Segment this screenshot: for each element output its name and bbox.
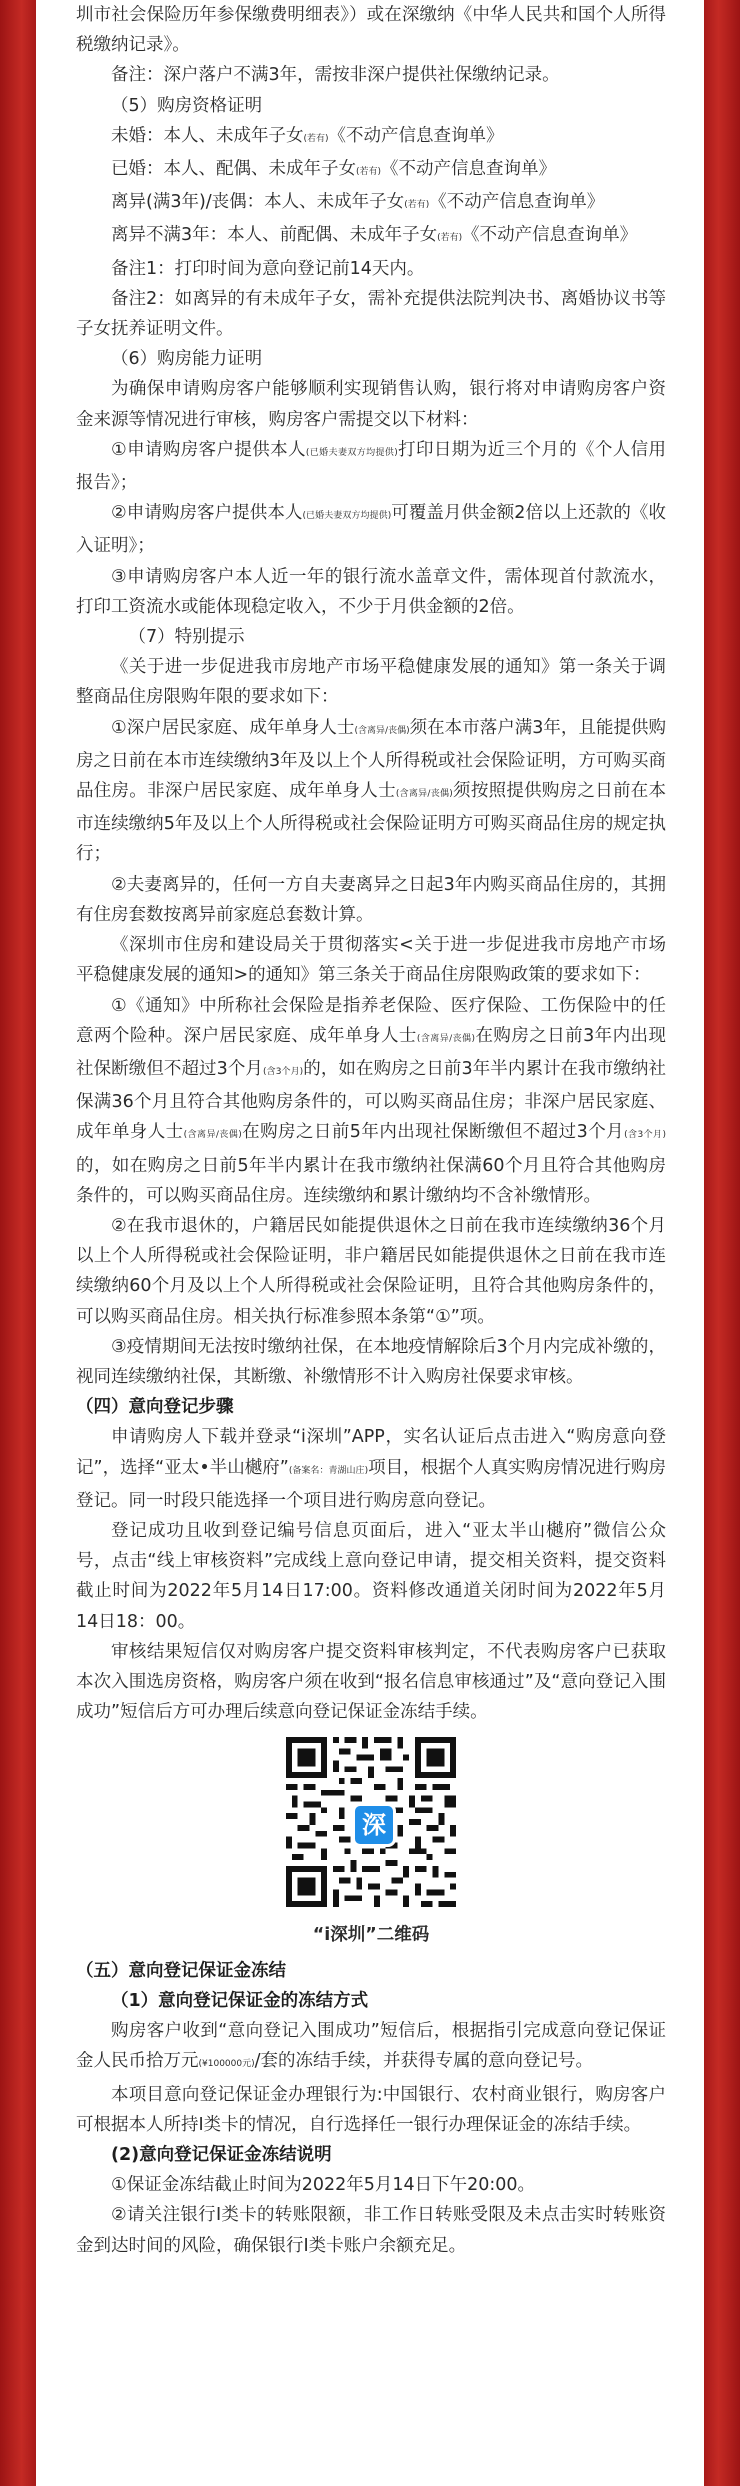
eligibility-married: 已婚：本人、配偶、未成年子女(若有)《不动产信息查询单》 <box>111 159 557 180</box>
heading-section-5: （五）意向登记保证金冻结 <box>76 1960 286 1981</box>
item-credit-report: ①申请购房客户提供本人(已婚夫妻双方均提供)打印日期为近三个月的《个人信用报告》； <box>76 439 667 494</box>
paragraph-ishenzhen-registration: 申请购房人下载并登录“i深圳”APP，实名认证后点击进入“购房意向登记”，选择“亚太•半山樾府”(备案名：青湖山庄)项目，根据个人真实购房情况进行购房登记。同一时段只能选择一个项目进行购房意向登记。 <box>76 1427 667 1511</box>
note-2-custody-proof: 备注2：如离异的有未成年子女，需补充提供法院判决书、离婚协议书等子女抚养证明文件。 <box>76 288 666 340</box>
item-retiree-rule: ②在我市退休的，户籍居民如能提供退休之日前在我市连续缴纳36个月以上个人所得税或社会保险证明，非户籍居民如能提供退休之日前在我市连续缴纳60个月及以上个人所得税或社会保险证明，且符合其他购房条件的，可以购买商品住房。相关执行标准参照本条第“①”项。 <box>76 1215 666 1327</box>
eligibility-divorced-widowed: 离异(满3年)/丧偶：本人、未成年子女(若有)《不动产信息查询单》 <box>111 192 605 213</box>
subheading-purchase-eligibility: （5）购房资格证明 <box>111 95 263 116</box>
item-hukou-requirement: ①深户居民家庭、成年单身人士(含离异/丧偶)须在本市落户满3年，且能提供购房之日前在本市连续缴纳3年及以上个人所得税或社会保险证明，方可购买商品住房。非深户居民家庭、成年单身人士(含离异/丧偶)须按照提供购房之日前在本市连续缴纳5年及以上个人所得税或社会保险证明方可购买商品住房的规定执行； <box>76 717 667 865</box>
subheading-purchase-ability: （6）购房能力证明 <box>111 349 263 370</box>
item-social-insurance-definition: ①《通知》中所称社会保险是指养老保险、医疗保险、工伤保险中的任意两个险种。深户居民家庭、成年单身人士(含离异/丧偶)在购房之日前3年内出现社保断缴但不超过3个月(含3个月)的，如在购房之日前3年半内累计在我市缴纳社保满36个月且符合其他购房条件的，可以购买商品住房；非深户居民家庭、成年单身人士(含离异/丧偶)在购房之日前5年内出现社保断缴但不超过3个月(含3个月)的，如在购房之日前5年半内累计在我市缴纳社保满60个月且符合其他购房条件的，可以购买商品住房。连续缴纳和累计缴纳均不含补缴情形。 <box>76 995 667 1206</box>
item-bank-statement: ③申请购房客户本人近一年的银行流水盖章文件，需体现首付款流水，打印工资流水或能体现稳定收入，不少于月供金额的2倍。 <box>76 566 666 617</box>
item-income-proof: ②申请购房客户提供本人(已婚夫妻双方均提供)可覆盖月供金额2倍以上还款的《收入证明》； <box>76 503 666 557</box>
ishenzhen-app-icon: 深 <box>352 1803 396 1847</box>
qr-code-block <box>76 1737 666 1949</box>
ishenzhen-qr-code[interactable] <box>286 1737 456 1907</box>
item-divorce-rule: ②夫妻离异的，任何一方自夫妻离异之日起3年内购买商品住房的，其拥有住房套数按离异前家庭总套数计算。 <box>76 874 666 925</box>
paragraph-deposit-banks: 本项目意向登记保证金办理银行为:中国银行、农村商业银行，购房客户可根据本人所持Ⅰ类卡的情况，自行选择任一银行办理保证金的冻结手续。 <box>76 2084 666 2135</box>
subheading-special-notice: （7）特别提示 <box>128 627 245 648</box>
item-freeze-deadline: ①保证金冻结截止时间为2022年5月14日下午20:00。 <box>111 2175 536 2196</box>
page-border-left <box>0 0 36 2486</box>
eligibility-divorced-under-3-years: 离异不满3年：本人、前配偶、未成年子女(若有)《不动产信息查询单》 <box>111 225 638 246</box>
paragraph-notice-article-3: 《深圳市住房和建设局关于贯彻落实<关于进一步促进我市房地产市场平稳健康发展的通知>的通知》第三条关于商品住房限购政策的要求如下： <box>76 935 666 986</box>
document-page <box>36 0 704 2486</box>
qr-code-caption: “i深圳”二维码 <box>312 1924 430 1945</box>
subheading-deposit-freeze-method: （1）意向登记保证金的冻结方式 <box>111 1990 369 2011</box>
paragraph-notice-article-1: 《关于进一步促进我市房地产市场平稳健康发展的通知》第一条关于调整商品住房限购年限的要求如下： <box>76 657 666 708</box>
note-hukou-under-3-years: 备注：深户落户不满3年，需按非深户提供社保缴纳记录。 <box>111 65 560 86</box>
paragraph-social-security-record: 圳市社会保险历年参保缴费明细表》）或在深缴纳《中华人民共和国个人所得税缴纳记录》。 <box>76 5 666 56</box>
paragraph-review-result: 审核结果短信仅对购房客户提交资料审核判定，不代表购房客户已获取本次入围选房资格，购房客户须在收到“报名信息审核通过”及“意向登记入围成功”短信后方可办理后续意向登记保证金冻结手续。 <box>76 1641 666 1723</box>
page-border-right <box>704 0 740 2486</box>
heading-section-4: （四）意向登记步骤 <box>76 1397 234 1418</box>
note-1-print-time: 备注1：打印时间为意向登记前14天内。 <box>111 258 425 279</box>
item-transfer-limit: ②请关注银行Ⅰ类卡的转账限额，非工作日转账受限及未点击实时转账资金到达时间的风险，确保银行Ⅰ类卡账户余额充足。 <box>76 2205 666 2256</box>
paragraph-wechat-submission: 登记成功且收到登记编号信息页面后，进入“亚太半山樾府”微信公众号，点击“线上审核资料”完成线上意向登记申请，提交相关资料，提交资料截止时间为2022年5月14日17:00。资料修改通道关闭时间为2022年5月14日18：00。 <box>76 1520 666 1632</box>
eligibility-unmarried: 未婚：本人、未成年子女(若有)《不动产信息查询单》 <box>111 125 504 146</box>
subheading-deposit-freeze-notes: (2)意向登记保证金冻结说明 <box>111 2145 332 2165</box>
paragraph-deposit-amount: 购房客户收到“意向登记入围成功”短信后，根据指引完成意向登记保证金人民币拾万元(¥100000元)/套的冻结手续，并获得专属的意向登记号。 <box>76 2021 666 2072</box>
item-epidemic-rule: ③疫情期间无法按时缴纳社保，在本地疫情解除后3个月内完成补缴的，视同连续缴纳社保，其断缴、补缴情形不计入购房社保要求审核。 <box>76 1336 666 1387</box>
paragraph-bank-review: 为确保申请购房客户能够顺利实现销售认购，银行将对申请购房客户资金来源等情况进行审核，购房客户需提交以下材料： <box>76 379 666 430</box>
